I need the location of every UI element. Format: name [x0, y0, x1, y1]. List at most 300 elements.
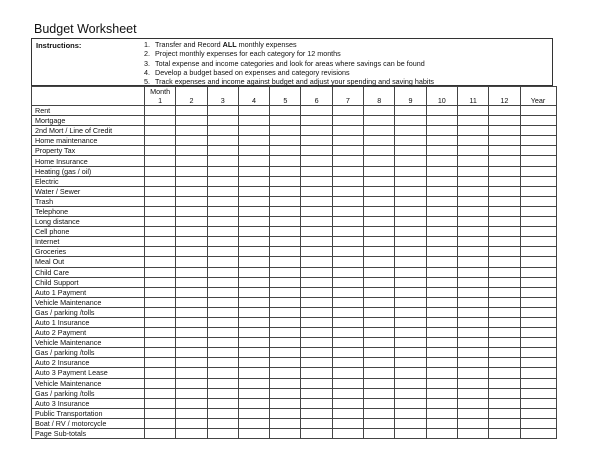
month-cell[interactable] — [176, 176, 207, 186]
month-cell[interactable] — [270, 267, 301, 277]
month-cell[interactable] — [145, 166, 176, 176]
month-cell[interactable] — [489, 358, 520, 368]
month-cell[interactable] — [489, 328, 520, 338]
month-cell[interactable] — [395, 237, 426, 247]
month-cell[interactable] — [426, 317, 457, 327]
month-cell[interactable] — [207, 257, 238, 267]
month-cell[interactable] — [332, 206, 363, 216]
month-cell[interactable] — [457, 307, 488, 317]
month-cell[interactable] — [270, 388, 301, 398]
month-cell[interactable] — [457, 429, 488, 439]
year-cell[interactable] — [520, 429, 556, 439]
month-cell[interactable] — [238, 307, 269, 317]
month-cell[interactable] — [364, 206, 395, 216]
month-cell[interactable] — [238, 196, 269, 206]
month-cell[interactable] — [457, 227, 488, 237]
month-cell[interactable] — [145, 237, 176, 247]
month-cell[interactable] — [364, 287, 395, 297]
month-cell[interactable] — [301, 348, 332, 358]
month-cell[interactable] — [426, 408, 457, 418]
month-cell[interactable] — [207, 398, 238, 408]
month-cell[interactable] — [395, 378, 426, 388]
month-cell[interactable] — [489, 388, 520, 398]
month-cell[interactable] — [207, 378, 238, 388]
month-cell[interactable] — [176, 348, 207, 358]
month-cell[interactable] — [238, 267, 269, 277]
month-cell[interactable] — [176, 217, 207, 227]
month-cell[interactable] — [270, 217, 301, 227]
month-cell[interactable] — [489, 176, 520, 186]
month-cell[interactable] — [457, 348, 488, 358]
month-cell[interactable] — [301, 186, 332, 196]
month-cell[interactable] — [238, 338, 269, 348]
month-cell[interactable] — [426, 116, 457, 126]
month-cell[interactable] — [426, 237, 457, 247]
month-cell[interactable] — [395, 116, 426, 126]
month-cell[interactable] — [207, 328, 238, 338]
month-cell[interactable] — [426, 429, 457, 439]
month-cell[interactable] — [332, 227, 363, 237]
month-cell[interactable] — [270, 196, 301, 206]
month-cell[interactable] — [457, 166, 488, 176]
year-cell[interactable] — [520, 106, 556, 116]
month-cell[interactable] — [395, 206, 426, 216]
month-cell[interactable] — [332, 418, 363, 428]
month-cell[interactable] — [207, 126, 238, 136]
month-cell[interactable] — [457, 317, 488, 327]
month-cell[interactable] — [489, 378, 520, 388]
month-cell[interactable] — [332, 106, 363, 116]
month-cell[interactable] — [395, 136, 426, 146]
month-cell[interactable] — [395, 196, 426, 206]
month-cell[interactable] — [176, 378, 207, 388]
month-cell[interactable] — [238, 217, 269, 227]
month-cell[interactable] — [301, 338, 332, 348]
month-cell[interactable] — [489, 408, 520, 418]
month-cell[interactable] — [364, 146, 395, 156]
month-cell[interactable] — [176, 106, 207, 116]
month-cell[interactable] — [301, 378, 332, 388]
year-cell[interactable] — [520, 418, 556, 428]
month-cell[interactable] — [270, 368, 301, 378]
month-cell[interactable] — [426, 227, 457, 237]
month-cell[interactable] — [207, 156, 238, 166]
month-cell[interactable] — [332, 136, 363, 146]
month-cell[interactable] — [270, 398, 301, 408]
month-cell[interactable] — [145, 418, 176, 428]
month-cell[interactable] — [301, 358, 332, 368]
month-cell[interactable] — [426, 378, 457, 388]
month-cell[interactable] — [145, 267, 176, 277]
month-cell[interactable] — [145, 156, 176, 166]
year-cell[interactable] — [520, 297, 556, 307]
month-cell[interactable] — [364, 106, 395, 116]
month-cell[interactable] — [426, 146, 457, 156]
month-cell[interactable] — [176, 186, 207, 196]
month-cell[interactable] — [176, 146, 207, 156]
month-cell[interactable] — [364, 408, 395, 418]
month-cell[interactable] — [176, 368, 207, 378]
month-cell[interactable] — [145, 217, 176, 227]
month-cell[interactable] — [395, 277, 426, 287]
month-cell[interactable] — [426, 358, 457, 368]
month-cell[interactable] — [301, 408, 332, 418]
month-cell[interactable] — [176, 398, 207, 408]
month-cell[interactable] — [238, 126, 269, 136]
month-cell[interactable] — [457, 116, 488, 126]
month-cell[interactable] — [270, 126, 301, 136]
month-cell[interactable] — [457, 338, 488, 348]
month-cell[interactable] — [176, 237, 207, 247]
month-cell[interactable] — [176, 247, 207, 257]
month-cell[interactable] — [332, 176, 363, 186]
month-cell[interactable] — [395, 398, 426, 408]
month-cell[interactable] — [207, 116, 238, 126]
month-cell[interactable] — [426, 267, 457, 277]
month-cell[interactable] — [301, 418, 332, 428]
month-cell[interactable] — [395, 126, 426, 136]
month-cell[interactable] — [270, 136, 301, 146]
year-cell[interactable] — [520, 247, 556, 257]
year-cell[interactable] — [520, 217, 556, 227]
month-cell[interactable] — [207, 267, 238, 277]
year-cell[interactable] — [520, 146, 556, 156]
month-cell[interactable] — [145, 338, 176, 348]
month-cell[interactable] — [364, 257, 395, 267]
month-cell[interactable] — [301, 217, 332, 227]
year-cell[interactable] — [520, 277, 556, 287]
month-cell[interactable] — [332, 156, 363, 166]
month-cell[interactable] — [457, 267, 488, 277]
month-cell[interactable] — [176, 307, 207, 317]
month-cell[interactable] — [301, 237, 332, 247]
month-cell[interactable] — [457, 277, 488, 287]
month-cell[interactable] — [426, 247, 457, 257]
month-cell[interactable] — [301, 328, 332, 338]
month-cell[interactable] — [364, 307, 395, 317]
month-cell[interactable] — [364, 267, 395, 277]
month-cell[interactable] — [395, 106, 426, 116]
month-cell[interactable] — [364, 126, 395, 136]
month-cell[interactable] — [301, 126, 332, 136]
month-cell[interactable] — [145, 146, 176, 156]
month-cell[interactable] — [238, 237, 269, 247]
month-cell[interactable] — [145, 358, 176, 368]
month-cell[interactable] — [238, 287, 269, 297]
month-cell[interactable] — [332, 217, 363, 227]
month-cell[interactable] — [270, 317, 301, 327]
year-cell[interactable] — [520, 166, 556, 176]
month-cell[interactable] — [301, 206, 332, 216]
month-cell[interactable] — [457, 176, 488, 186]
month-cell[interactable] — [176, 206, 207, 216]
month-cell[interactable] — [395, 176, 426, 186]
month-cell[interactable] — [426, 398, 457, 408]
month-cell[interactable] — [301, 277, 332, 287]
month-cell[interactable] — [364, 156, 395, 166]
month-cell[interactable] — [364, 338, 395, 348]
year-cell[interactable] — [520, 136, 556, 146]
year-cell[interactable] — [520, 196, 556, 206]
year-cell[interactable] — [520, 116, 556, 126]
month-cell[interactable] — [238, 358, 269, 368]
month-cell[interactable] — [301, 116, 332, 126]
year-cell[interactable] — [520, 307, 556, 317]
month-cell[interactable] — [457, 186, 488, 196]
month-cell[interactable] — [426, 106, 457, 116]
month-cell[interactable] — [457, 257, 488, 267]
month-cell[interactable] — [364, 398, 395, 408]
month-cell[interactable] — [207, 358, 238, 368]
month-cell[interactable] — [395, 156, 426, 166]
month-cell[interactable] — [395, 166, 426, 176]
month-cell[interactable] — [457, 237, 488, 247]
month-cell[interactable] — [364, 176, 395, 186]
month-cell[interactable] — [145, 106, 176, 116]
month-cell[interactable] — [207, 247, 238, 257]
month-cell[interactable] — [426, 156, 457, 166]
month-cell[interactable] — [395, 418, 426, 428]
month-cell[interactable] — [301, 156, 332, 166]
month-cell[interactable] — [364, 429, 395, 439]
month-cell[interactable] — [332, 186, 363, 196]
month-cell[interactable] — [395, 257, 426, 267]
month-cell[interactable] — [176, 156, 207, 166]
month-cell[interactable] — [489, 116, 520, 126]
month-cell[interactable] — [489, 257, 520, 267]
month-cell[interactable] — [238, 297, 269, 307]
month-cell[interactable] — [270, 338, 301, 348]
month-cell[interactable] — [426, 368, 457, 378]
month-cell[interactable] — [457, 217, 488, 227]
month-cell[interactable] — [489, 126, 520, 136]
month-cell[interactable] — [489, 307, 520, 317]
month-cell[interactable] — [176, 317, 207, 327]
month-cell[interactable] — [395, 217, 426, 227]
month-cell[interactable] — [489, 398, 520, 408]
month-cell[interactable] — [145, 328, 176, 338]
month-cell[interactable] — [364, 277, 395, 287]
month-cell[interactable] — [145, 398, 176, 408]
month-cell[interactable] — [145, 348, 176, 358]
month-cell[interactable] — [364, 227, 395, 237]
month-cell[interactable] — [145, 368, 176, 378]
month-cell[interactable] — [301, 368, 332, 378]
month-cell[interactable] — [270, 297, 301, 307]
month-cell[interactable] — [395, 307, 426, 317]
month-cell[interactable] — [301, 166, 332, 176]
month-cell[interactable] — [207, 166, 238, 176]
month-cell[interactable] — [364, 136, 395, 146]
month-cell[interactable] — [489, 106, 520, 116]
month-cell[interactable] — [238, 368, 269, 378]
month-cell[interactable] — [145, 307, 176, 317]
month-cell[interactable] — [145, 247, 176, 257]
month-cell[interactable] — [457, 206, 488, 216]
month-cell[interactable] — [332, 338, 363, 348]
month-cell[interactable] — [145, 136, 176, 146]
month-cell[interactable] — [207, 348, 238, 358]
month-cell[interactable] — [207, 206, 238, 216]
month-cell[interactable] — [238, 116, 269, 126]
month-cell[interactable] — [332, 358, 363, 368]
year-cell[interactable] — [520, 398, 556, 408]
month-cell[interactable] — [426, 297, 457, 307]
month-cell[interactable] — [270, 106, 301, 116]
month-cell[interactable] — [426, 307, 457, 317]
month-cell[interactable] — [426, 418, 457, 428]
month-cell[interactable] — [489, 146, 520, 156]
month-cell[interactable] — [395, 186, 426, 196]
month-cell[interactable] — [145, 227, 176, 237]
month-cell[interactable] — [270, 237, 301, 247]
month-cell[interactable] — [176, 136, 207, 146]
month-cell[interactable] — [238, 166, 269, 176]
month-cell[interactable] — [395, 267, 426, 277]
month-cell[interactable] — [426, 338, 457, 348]
month-cell[interactable] — [395, 247, 426, 257]
month-cell[interactable] — [145, 277, 176, 287]
month-cell[interactable] — [238, 146, 269, 156]
month-cell[interactable] — [301, 307, 332, 317]
month-cell[interactable] — [395, 358, 426, 368]
month-cell[interactable] — [457, 328, 488, 338]
month-cell[interactable] — [332, 307, 363, 317]
month-cell[interactable] — [238, 408, 269, 418]
month-cell[interactable] — [270, 247, 301, 257]
month-cell[interactable] — [145, 126, 176, 136]
month-cell[interactable] — [364, 358, 395, 368]
month-cell[interactable] — [395, 429, 426, 439]
month-cell[interactable] — [489, 227, 520, 237]
month-cell[interactable] — [238, 156, 269, 166]
month-cell[interactable] — [489, 429, 520, 439]
month-cell[interactable] — [270, 227, 301, 237]
month-cell[interactable] — [426, 257, 457, 267]
month-cell[interactable] — [207, 186, 238, 196]
month-cell[interactable] — [145, 378, 176, 388]
month-cell[interactable] — [489, 166, 520, 176]
month-cell[interactable] — [332, 116, 363, 126]
month-cell[interactable] — [301, 297, 332, 307]
month-cell[interactable] — [238, 378, 269, 388]
month-cell[interactable] — [145, 176, 176, 186]
month-cell[interactable] — [270, 186, 301, 196]
month-cell[interactable] — [145, 116, 176, 126]
month-cell[interactable] — [176, 287, 207, 297]
month-cell[interactable] — [145, 287, 176, 297]
month-cell[interactable] — [364, 368, 395, 378]
month-cell[interactable] — [176, 116, 207, 126]
month-cell[interactable] — [332, 297, 363, 307]
month-cell[interactable] — [270, 328, 301, 338]
month-cell[interactable] — [426, 196, 457, 206]
month-cell[interactable] — [270, 206, 301, 216]
month-cell[interactable] — [426, 136, 457, 146]
month-cell[interactable] — [207, 196, 238, 206]
month-cell[interactable] — [426, 277, 457, 287]
month-cell[interactable] — [207, 277, 238, 287]
month-cell[interactable] — [145, 196, 176, 206]
month-cell[interactable] — [489, 136, 520, 146]
month-cell[interactable] — [207, 287, 238, 297]
month-cell[interactable] — [489, 267, 520, 277]
month-cell[interactable] — [489, 186, 520, 196]
month-cell[interactable] — [145, 297, 176, 307]
month-cell[interactable] — [207, 408, 238, 418]
month-cell[interactable] — [270, 176, 301, 186]
month-cell[interactable] — [270, 429, 301, 439]
month-cell[interactable] — [176, 126, 207, 136]
month-cell[interactable] — [207, 338, 238, 348]
month-cell[interactable] — [457, 368, 488, 378]
month-cell[interactable] — [207, 136, 238, 146]
month-cell[interactable] — [207, 429, 238, 439]
month-cell[interactable] — [176, 267, 207, 277]
year-cell[interactable] — [520, 227, 556, 237]
month-cell[interactable] — [238, 398, 269, 408]
month-cell[interactable] — [301, 429, 332, 439]
month-cell[interactable] — [301, 146, 332, 156]
month-cell[interactable] — [270, 287, 301, 297]
month-cell[interactable] — [457, 247, 488, 257]
month-cell[interactable] — [426, 328, 457, 338]
month-cell[interactable] — [207, 176, 238, 186]
month-cell[interactable] — [489, 247, 520, 257]
month-cell[interactable] — [426, 126, 457, 136]
month-cell[interactable] — [395, 328, 426, 338]
month-cell[interactable] — [238, 277, 269, 287]
year-cell[interactable] — [520, 368, 556, 378]
month-cell[interactable] — [457, 287, 488, 297]
month-cell[interactable] — [301, 227, 332, 237]
year-cell[interactable] — [520, 408, 556, 418]
month-cell[interactable] — [364, 166, 395, 176]
month-cell[interactable] — [301, 247, 332, 257]
month-cell[interactable] — [426, 217, 457, 227]
month-cell[interactable] — [457, 378, 488, 388]
month-cell[interactable] — [207, 227, 238, 237]
year-cell[interactable] — [520, 287, 556, 297]
month-cell[interactable] — [332, 267, 363, 277]
month-cell[interactable] — [364, 217, 395, 227]
month-cell[interactable] — [457, 408, 488, 418]
month-cell[interactable] — [489, 156, 520, 166]
month-cell[interactable] — [270, 257, 301, 267]
year-cell[interactable] — [520, 338, 556, 348]
month-cell[interactable] — [145, 388, 176, 398]
month-cell[interactable] — [176, 297, 207, 307]
year-cell[interactable] — [520, 378, 556, 388]
month-cell[interactable] — [270, 116, 301, 126]
year-cell[interactable] — [520, 176, 556, 186]
month-cell[interactable] — [395, 338, 426, 348]
month-cell[interactable] — [207, 368, 238, 378]
month-cell[interactable] — [238, 418, 269, 428]
month-cell[interactable] — [332, 196, 363, 206]
month-cell[interactable] — [270, 146, 301, 156]
month-cell[interactable] — [395, 297, 426, 307]
month-cell[interactable] — [301, 287, 332, 297]
month-cell[interactable] — [207, 307, 238, 317]
month-cell[interactable] — [176, 166, 207, 176]
month-cell[interactable] — [364, 196, 395, 206]
year-cell[interactable] — [520, 328, 556, 338]
month-cell[interactable] — [489, 338, 520, 348]
year-cell[interactable] — [520, 126, 556, 136]
month-cell[interactable] — [489, 277, 520, 287]
month-cell[interactable] — [489, 196, 520, 206]
